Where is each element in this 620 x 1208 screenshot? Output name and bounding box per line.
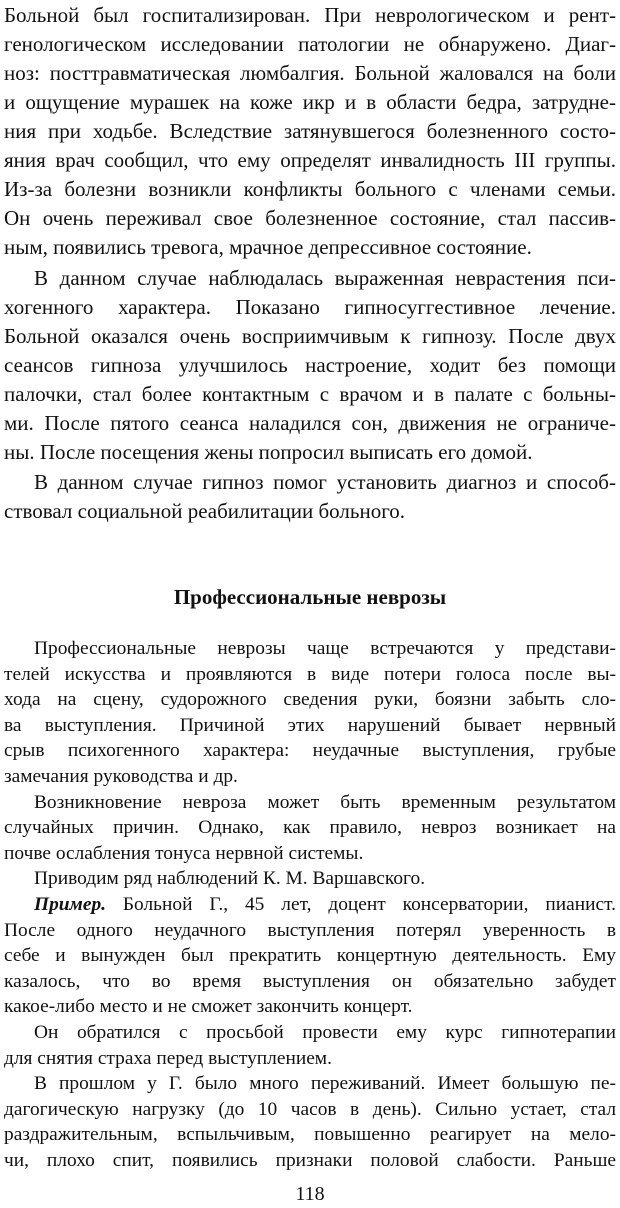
text-line: Он очень переживал свое болезненное состояние, стал пассив-	[4, 206, 616, 230]
text-line: Возникновение невроза может быть временным результатом	[34, 791, 616, 813]
text-line: ноз: посттравматическая люмбалгия. Больной жаловался на боли	[4, 61, 616, 85]
text-line: В данном случае наблюдалась выраженная неврастения пси-	[34, 266, 616, 290]
text-line: чи, плохо спит, появились признаки половой слабости. Раньше	[4, 1150, 616, 1171]
text-line: почве ослабления тонуса нервной системы.	[4, 842, 364, 864]
text-line: случайных причин. Однако, как правило, невроз возникает на	[4, 817, 616, 839]
book-page	[4, 0, 616, 1205]
text-line: генологическом исследовании патологии не обнаружено. Диаг-	[4, 32, 616, 56]
text-span: Больной Г., 45 лет, доцент консерватории, пианист.	[106, 894, 616, 915]
text-line: Приводим ряд наблюдений К. М. Варшавского.	[34, 868, 426, 890]
page-number: 118	[295, 1182, 325, 1205]
text-line: какое-либо место и не сможет закончить концерт.	[4, 996, 413, 1018]
text-line: ствовал социальной реабилитации больного.	[4, 499, 406, 523]
text-line: ны. После посещения жены попросил выписать его домой.	[4, 440, 533, 464]
text-line: ния при ходьбе. Вследствие затянувшегося болезненного состо-	[4, 119, 616, 143]
section-heading: Профессиональные неврозы	[173, 585, 447, 609]
text-line: Из-за болезни возникли конфликты больного с членами семьи.	[4, 177, 616, 201]
text-line: Профессиональные неврозы чаще встречаются у представи-	[34, 638, 616, 659]
text-line: Больной был госпитализирован. При неврологическом и рент-	[4, 3, 616, 27]
text-line	[4, 892, 616, 918]
text-line: хода на сцену, судорожного сведения руки, боязни забыть сло-	[4, 689, 616, 711]
text-line: Он обратился с просьбой провести ему курс гипнотерапии	[34, 1022, 616, 1043]
text-line: и ощущение мурашек на коже икр и в области бедра, затрудне-	[4, 90, 616, 114]
text-line: себе и вынужден был прекратить концертную деятельность. Ему	[4, 945, 616, 967]
text-line: для снятия страха перед выступлением.	[4, 1047, 332, 1069]
text-line: сеансов гипноза улучшилось настроение, ходит без помощи	[4, 353, 616, 377]
text-line: раздражительным, вспыльчивым, повышенно реагирует на мело-	[4, 1124, 616, 1146]
text-line: срыв психогенного характера: неудачные выступления, грубые	[4, 740, 616, 762]
text-line: В прошлом у Г. было много переживаний. Имеет большую пе-	[34, 1073, 616, 1095]
text-line: ми. После пятого сеанса наладился сон, движения не ограниче-	[4, 411, 616, 435]
text-line: казалось, что во время выступления он обязательно забудет	[4, 970, 616, 992]
text-line: Больной оказался очень восприимчивым к гипнозу. После двух	[4, 324, 616, 348]
text-line: ным, появились тревога, мрачное депрессивное состояние.	[4, 235, 532, 259]
text-line: ва выступления. Причиной этих нарушений бывает нервный	[4, 714, 616, 736]
text-line: замечания руководства и др.	[4, 766, 238, 787]
text-line: палочки, стал более контактным с врачом и в палате с больны-	[4, 382, 616, 406]
text-line: В данном случае гипноз помог установить диагноз и способ-	[34, 470, 616, 494]
text-line: яния врач сообщил, что ему определят инвалидность III группы.	[4, 148, 616, 172]
text-line: После одного неудачного выступления потерял уверенность в	[4, 919, 616, 941]
text-line: телей искусства и проявляются в виде потери голоса после вы-	[4, 663, 616, 685]
text-line: дагогическую нагрузку (до 10 часов в день). Сильно устает, стал	[4, 1098, 616, 1120]
example-label: Пример.	[34, 894, 106, 915]
text-line: хогенного характера. Показано гипносуггестивное лечение.	[4, 295, 616, 319]
